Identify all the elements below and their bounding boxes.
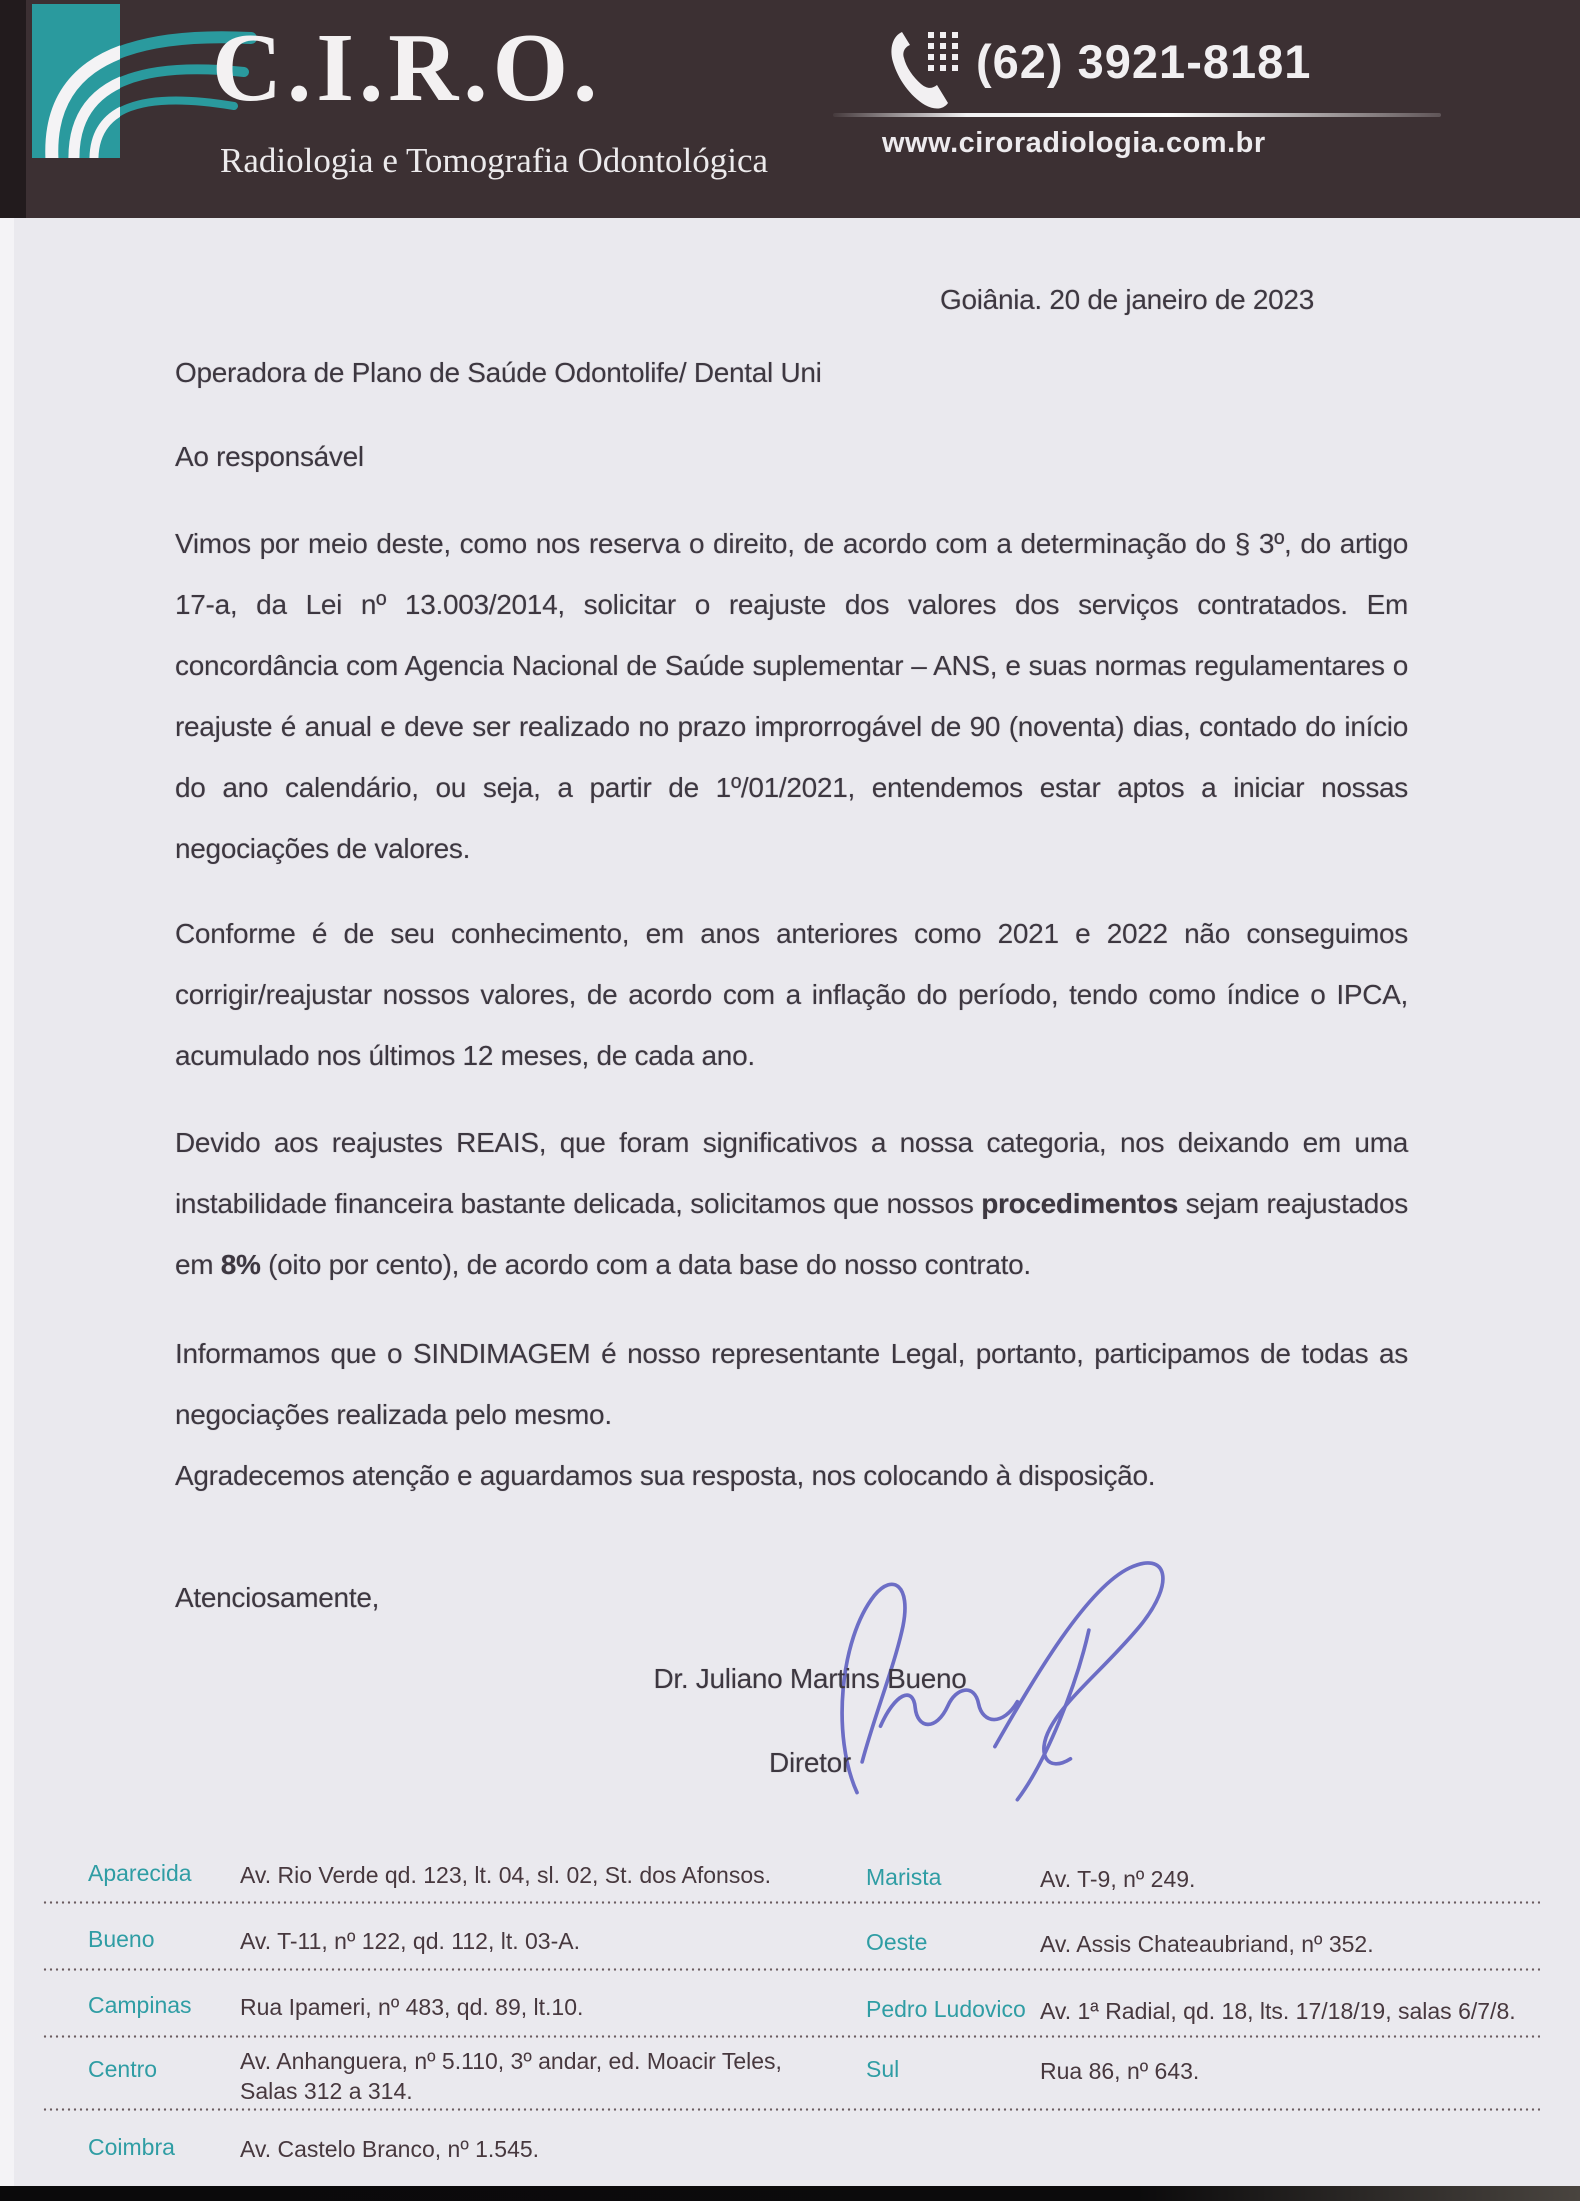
branch-name: Oeste — [866, 1929, 928, 1955]
footer-dotted-divider — [42, 2035, 1540, 2038]
scan-bottom-bar — [0, 2186, 1580, 2201]
paragraph-3 — [175, 1112, 1408, 1295]
date-line: Goiânia. 20 de janeiro de 2023 — [940, 284, 1314, 315]
signer-title: Diretor — [769, 1747, 851, 1778]
scan-edge-artifact — [0, 218, 14, 2201]
phone-number: (62) 3921-8181 — [976, 35, 1312, 88]
recipient-line: Operadora de Plano de Saúde Odontolife/ Dental Uni — [175, 357, 822, 388]
letter-body — [175, 513, 1408, 1506]
branch-name: Bueno — [88, 1926, 155, 1952]
paragraph-5: Agradecemos atenção e aguardamos sua resposta, nos colocando à disposição. — [175, 1460, 1156, 1491]
paragraph-3-text: Devido aos reajustes REAIS, que foram significativos a nossa categoria, nos deixando em uma instabilidade financeira bastante delicada, solicitamos que nossos — [175, 1127, 1408, 1219]
footer-dotted-divider — [42, 1901, 1540, 1904]
paragraph-3-text: sejam reajustados em — [175, 1188, 1408, 1280]
branch-address: Av. T-11, nº 122, qd. 112, lt. 03-A. — [240, 1928, 580, 1954]
footer-dotted-divider — [42, 1968, 1540, 1971]
brand-name: C.I.R.O. — [212, 14, 603, 121]
website-url: www.ciroradiologia.com.br — [882, 127, 1266, 159]
paragraph-3-text: (oito por cento), de acordo com a data base do nosso contrato. — [260, 1249, 1031, 1280]
branch-address: Av. Castelo Branco, nº 1.545. — [240, 2136, 540, 2162]
branch-name: Centro — [88, 2056, 158, 2082]
branch-name: Sul — [866, 2056, 900, 2082]
branch-address: Av. T-9, nº 249. — [1040, 1866, 1196, 1892]
branch-address: Av. Rio Verde qd. 123, lt. 04, sl. 02, St. dos Afonsos. — [240, 1862, 772, 1888]
phone-icon — [888, 26, 968, 112]
branch-name: Aparecida — [88, 1860, 192, 1886]
branch-address — [240, 2046, 840, 2106]
scan-shadow — [0, 0, 26, 218]
bold-procedimentos: procedimentos — [981, 1188, 1178, 1219]
branch-name: Coimbra — [88, 2134, 175, 2160]
branch-name: Campinas — [88, 1992, 192, 2018]
branch-address: Rua Ipameri, nº 483, qd. 89, lt.10. — [240, 1994, 584, 2020]
branch-address: Rua 86, nº 643. — [1040, 2058, 1200, 2084]
branch-name: Marista — [866, 1864, 942, 1890]
header-divider — [833, 113, 1441, 117]
paragraph-2: Conforme é de seu conhecimento, em anos anteriores como 2021 e 2022 não conseguimos corrigir/reajustar nossos valores, de acordo com a inflação do período, tendo como índice o IPCA, acumulado nos últimos 12 meses, de cada ano. — [175, 918, 1408, 1071]
footer-dotted-divider — [42, 2108, 1540, 2111]
signer-name: Dr. Juliano Martins Bueno — [653, 1663, 967, 1694]
branch-address-line1: Av. Anhanguera, nº 5.110, 3º andar, ed. Moacir Teles, — [240, 2048, 782, 2074]
branch-address: Av. Assis Chateaubriand, nº 352. — [1040, 1931, 1374, 1957]
paragraph-4: Informamos que o SINDIMAGEM é nosso representante Legal, portanto, participamos de todas as negociações realizada pelo mesmo. — [175, 1338, 1408, 1430]
branch-address-line2: Salas 312 a 314. — [240, 2078, 413, 2104]
branch-address: Av. 1ª Radial, qd. 18, lts. 17/18/19, salas 6/7/8. — [1040, 1998, 1516, 2024]
letterhead-band — [0, 0, 1580, 218]
closing-line: Atenciosamente, — [175, 1582, 380, 1613]
branch-name: Pedro Ludovico — [866, 1996, 1026, 2022]
brand-tagline: Radiologia e Tomografia Odontológica — [220, 141, 769, 180]
salutation-line: Ao responsável — [175, 441, 364, 472]
paragraph-1: Vimos por meio deste, como nos reserva o direito, de acordo com a determinação do § 3º, do artigo 17-a, da Lei nº 13.003/2014, solicitar o reajuste dos valores dos serviços contratados. Em concordância com Agencia Nacional de Saúde suplementar – ANS, e suas normas regulamentares o reajuste é anual e deve ser realizado no prazo improrrogável de 90 (noventa) dias, contado do início do ano calendário, ou seja, a partir de 1º/01/2021, entendemos estar aptos a iniciar nossas negociações de valores. — [175, 528, 1408, 864]
bold-percent: 8% — [220, 1249, 261, 1280]
